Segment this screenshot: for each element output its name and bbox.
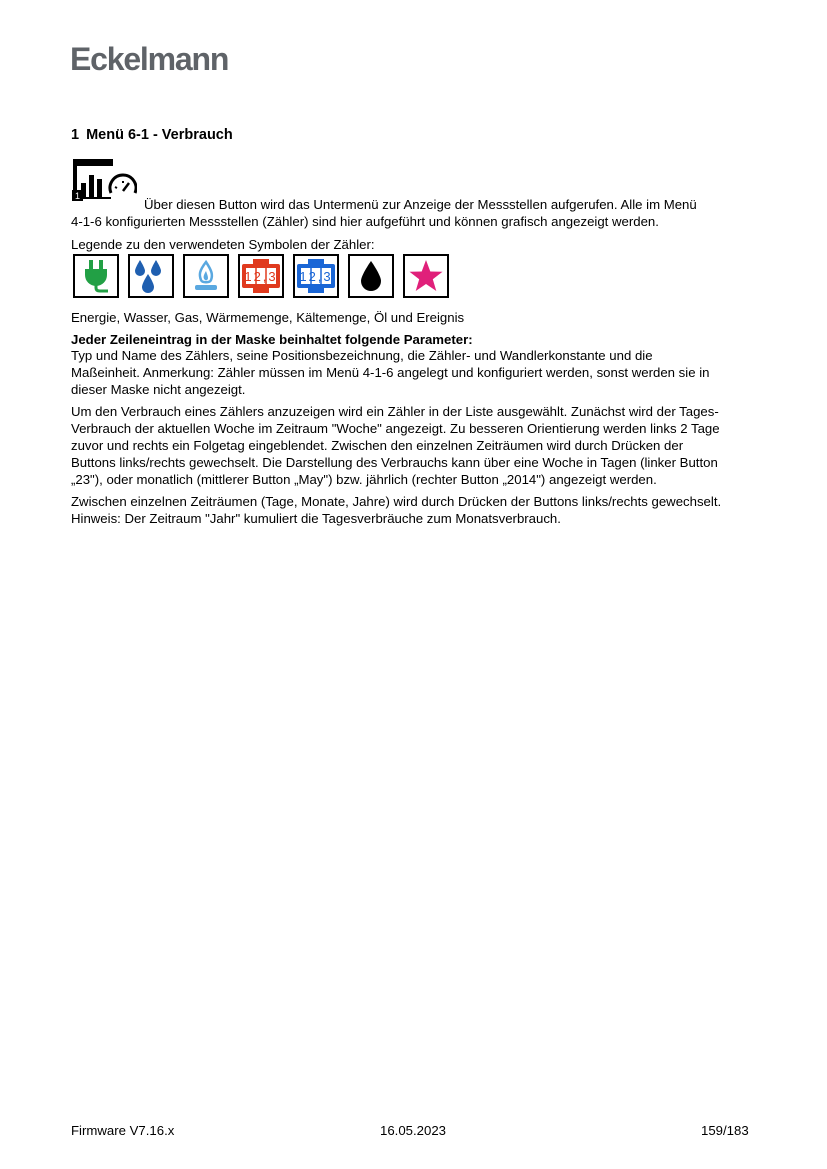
- periods-line1: Zwischen einzelnen Zeiträumen (Tage, Monate, Jahre) wird durch Drücken der Buttons links/rechts gewechselt.: [71, 494, 722, 509]
- water-drops-icon: [134, 258, 168, 294]
- svg-text:12,3: 12,3: [244, 269, 278, 284]
- heat-meter-icon: [241, 258, 281, 294]
- usage-line3: zuvor und rechts ein Folgetag eingeblendet. Zwischen den einzelnen Zeiträumen wird durch Drücken der: [71, 438, 684, 453]
- gauge-needle: [123, 183, 129, 191]
- oil-drop-icon: [356, 259, 386, 293]
- company-logo: Eckelmann: [70, 41, 229, 77]
- footer-firmware: Firmware V7.16.x: [71, 1123, 175, 1138]
- menu-icon-baseline: [79, 197, 111, 199]
- usage-line5: „23"), oder monatlich (mittlerer Button „May") bzw. jährlich (rechter Button „2014") angezeigt werden.: [71, 472, 657, 487]
- params-title: Jeder Zeileneintrag in der Maske beinhaltet folgende Parameter:: [71, 332, 473, 347]
- legend-caption: Energie, Wasser, Gas, Wärmemenge, Kältemenge, Öl und Ereignis: [71, 310, 465, 325]
- meters-menu-icon[interactable]: [71, 157, 137, 203]
- gauge-tick: [115, 187, 117, 188]
- intro-line1: Über diesen Button wird das Untermenü zur Anzeige der Messstellen aufgerufen. Alle im Menü: [144, 197, 697, 212]
- usage-line2: Verbrauch der aktuellen Woche im Zeitraum "Woche" angezeigt. Zu besseren Orientierung werden links 2 Tage: [71, 421, 720, 436]
- gas-symbol: [183, 254, 229, 298]
- event-symbol: [403, 254, 449, 298]
- cold-meter-icon: [296, 258, 336, 294]
- menu-icon-topbar: [73, 159, 113, 166]
- oil-symbol: [348, 254, 394, 298]
- footer-date: 16.05.2023: [380, 1123, 447, 1138]
- gas-flame-icon: [191, 259, 221, 293]
- params-line3: dieser Maske nicht angezeigt.: [71, 382, 246, 397]
- usage-line1: Um den Verbrauch eines Zählers anzuzeigen wird ein Zähler in der Liste ausgewählt. Zunächst wird der Tages-: [71, 404, 719, 419]
- periods-line2: Hinweis: Der Zeitraum "Jahr" kumuliert die Tagesverbräuche zum Monatsverbrauch.: [71, 511, 561, 526]
- usage-line4: Buttons links/rechts gewechselt. Die Darstellung des Verbrauchs kann über eine Woche in Tagen (linker Button: [71, 455, 718, 470]
- section-number: 1: [71, 127, 80, 143]
- menu-icon-bar: [97, 179, 102, 197]
- params-line2: Maßeinheit. Anmerkung: Zähler müssen im Menü 4-1-6 angelegt und konfiguriert werden, sonst werden sie in: [71, 365, 710, 380]
- section-heading: [71, 127, 233, 143]
- water-symbol: [128, 254, 174, 298]
- intro-line2: 4-1-6 konfigurierten Messstellen (Zähler) sind hier aufgeführt und können grafisch angezeigt werden.: [71, 214, 659, 229]
- heat-meter-symbol: [238, 254, 284, 298]
- menu-icon-badge: 1: [74, 191, 81, 201]
- svg-text:12,3: 12,3: [299, 269, 333, 284]
- legend-title: Legende zu den verwendeten Symbolen der Zähler:: [71, 237, 375, 252]
- params-line1: Typ und Name des Zählers, seine Positionsbezeichnung, die Zähler- und Wandlerkonstante und die: [71, 348, 653, 363]
- menu-icon-bar: [89, 175, 94, 197]
- energy-plug-icon: [81, 259, 111, 293]
- meter-symbol-legend: [73, 254, 449, 298]
- section-title: Menü 6-1 - Verbrauch: [86, 127, 233, 143]
- event-star-icon: [408, 258, 444, 294]
- footer-page-number: 159/183: [701, 1123, 749, 1138]
- cold-meter-symbol: [293, 254, 339, 298]
- energy-symbol: [73, 254, 119, 298]
